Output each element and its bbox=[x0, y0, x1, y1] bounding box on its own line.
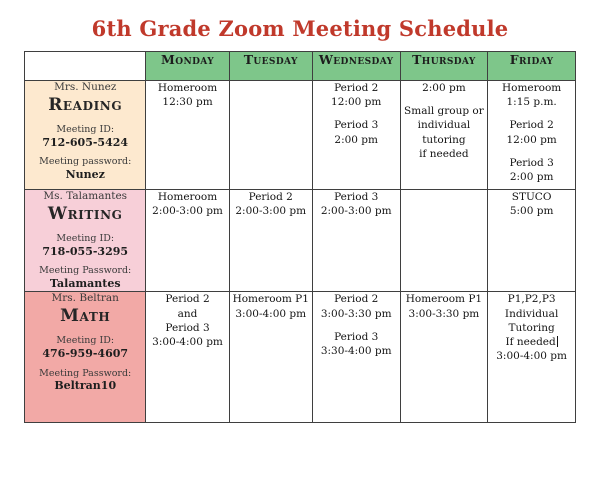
cell-math-tuesday bbox=[229, 292, 312, 423]
cell-reading-wednesday bbox=[312, 81, 400, 190]
table-header-row bbox=[25, 52, 576, 81]
meeting-id-label: Meeting ID: bbox=[56, 233, 115, 244]
cell-line: 1:15 p.m. bbox=[506, 96, 557, 109]
subject-cell-math bbox=[25, 292, 146, 423]
cell-line: Homeroom P1 bbox=[405, 293, 483, 306]
schedule-table bbox=[24, 51, 576, 423]
cell-line: STUCO bbox=[511, 191, 552, 203]
teacher-name: Ms. Talamantes bbox=[43, 190, 128, 202]
cell-line: Period 2 bbox=[334, 293, 379, 306]
header-monday: Monday bbox=[146, 52, 229, 81]
cell-line: 3:00-4:00 pm bbox=[235, 307, 307, 320]
cell-math-monday bbox=[146, 292, 229, 423]
header-tuesday: Tuesday bbox=[229, 52, 312, 81]
cell-line: Period 3 bbox=[165, 321, 210, 334]
page-title: 6th Grade Zoom Meeting Schedule bbox=[91, 16, 509, 41]
cell-line: Individual bbox=[504, 307, 559, 320]
header-friday: Friday bbox=[488, 52, 576, 81]
cell-line: Homeroom bbox=[157, 191, 218, 203]
cell-line: Period 3 bbox=[334, 191, 379, 203]
cell-reading-tuesday bbox=[229, 81, 312, 190]
cell-writing-tuesday bbox=[229, 190, 312, 292]
meeting-id-label: Meeting ID: bbox=[56, 335, 115, 347]
table-row bbox=[25, 190, 576, 292]
cell-line: Period 3 bbox=[509, 156, 554, 169]
cell-writing-friday bbox=[488, 190, 576, 292]
teacher-name: Mrs. Beltran bbox=[51, 292, 119, 305]
cell-line: tutoring bbox=[422, 133, 466, 146]
meeting-password-value: Nunez bbox=[65, 168, 105, 182]
cell-line: Period 3 bbox=[334, 330, 379, 343]
cell-line: Period 2 bbox=[509, 119, 554, 132]
cell-reading-monday bbox=[146, 81, 229, 190]
cell-line: 5:00 pm bbox=[509, 205, 554, 218]
header-corner bbox=[25, 52, 146, 81]
cell-line: 3:00-4:00 pm bbox=[496, 350, 567, 363]
cell-writing-monday bbox=[146, 190, 229, 292]
cell-line: 2:00-3:00 pm bbox=[152, 205, 223, 218]
cell-line: 12:30 pm bbox=[162, 96, 213, 109]
teacher-name: Mrs. Nunez bbox=[54, 81, 117, 93]
subject-cell-reading bbox=[25, 81, 146, 190]
cell-line: 2:00-3:00 pm bbox=[320, 205, 392, 218]
cell-line: Homeroom bbox=[501, 82, 562, 94]
meeting-id-value: 712-605-5424 bbox=[42, 135, 129, 149]
cell-line: and bbox=[177, 307, 198, 320]
cell-reading-thursday bbox=[400, 81, 488, 190]
cell-line: 3:00-3:30 pm bbox=[408, 307, 480, 320]
cell-line: Homeroom bbox=[157, 82, 218, 94]
cell-line: 2:00 pm bbox=[334, 133, 378, 146]
cell-line: 2:00 pm bbox=[422, 82, 466, 94]
cell-line: Small group or bbox=[404, 105, 484, 118]
cell-reading-friday bbox=[488, 81, 576, 190]
cell-writing-wednesday bbox=[312, 190, 400, 292]
cell-line: 12:00 pm bbox=[331, 96, 382, 109]
cell-math-thursday bbox=[400, 292, 488, 423]
table-header bbox=[25, 52, 576, 81]
cell-line: 2:00-3:00 pm bbox=[235, 205, 307, 218]
cell-line: P1,P2,P3 bbox=[507, 293, 556, 306]
cell-line: 3:00-4:00 pm bbox=[152, 335, 223, 348]
meeting-password-label: Meeting password: bbox=[39, 156, 132, 168]
cell-line: 12:00 pm bbox=[506, 133, 557, 146]
header-thursday: Thursday bbox=[400, 52, 488, 81]
cell-line: if needed bbox=[419, 147, 469, 160]
cell-line: Period 2 bbox=[334, 82, 379, 94]
cell-math-wednesday bbox=[312, 292, 400, 423]
subject-cell-writing bbox=[25, 190, 146, 292]
meeting-id-value: 718-055-3295 bbox=[42, 244, 129, 258]
meeting-id-label: Meeting ID: bbox=[56, 124, 115, 135]
meeting-password-value: Talamantes bbox=[49, 277, 121, 291]
meeting-password-value: Beltran10 bbox=[54, 379, 117, 393]
table-row bbox=[25, 81, 576, 190]
cell-line: individual bbox=[417, 119, 471, 132]
cell-line: Homeroom P1 bbox=[232, 293, 309, 306]
cell-math-friday bbox=[488, 292, 576, 423]
table-row bbox=[25, 292, 576, 423]
cell-line: Period 3 bbox=[334, 119, 379, 132]
cell-line: If needed bbox=[505, 335, 556, 348]
meeting-password-label: Meeting Password: bbox=[39, 265, 132, 277]
header-wednesday: Wednesday bbox=[312, 52, 400, 81]
cell-line: 2:00 pm bbox=[509, 170, 554, 183]
cell-writing-thursday bbox=[400, 190, 488, 292]
cell-line: 3:00-3:30 pm bbox=[320, 307, 392, 320]
table-body bbox=[25, 81, 576, 423]
subject-name: Reading bbox=[48, 95, 123, 115]
subject-name: Writing bbox=[47, 204, 123, 224]
subject-name: Math bbox=[60, 306, 111, 327]
cell-line: 3:30-4:00 pm bbox=[320, 344, 392, 357]
text-cursor bbox=[557, 336, 558, 347]
cell-line: Period 2 bbox=[165, 293, 210, 306]
cell-line: Tutoring bbox=[508, 321, 555, 334]
meeting-id-value: 476-959-4607 bbox=[42, 347, 129, 361]
meeting-password-label: Meeting Password: bbox=[39, 367, 132, 379]
cell-line: Period 2 bbox=[248, 191, 293, 203]
